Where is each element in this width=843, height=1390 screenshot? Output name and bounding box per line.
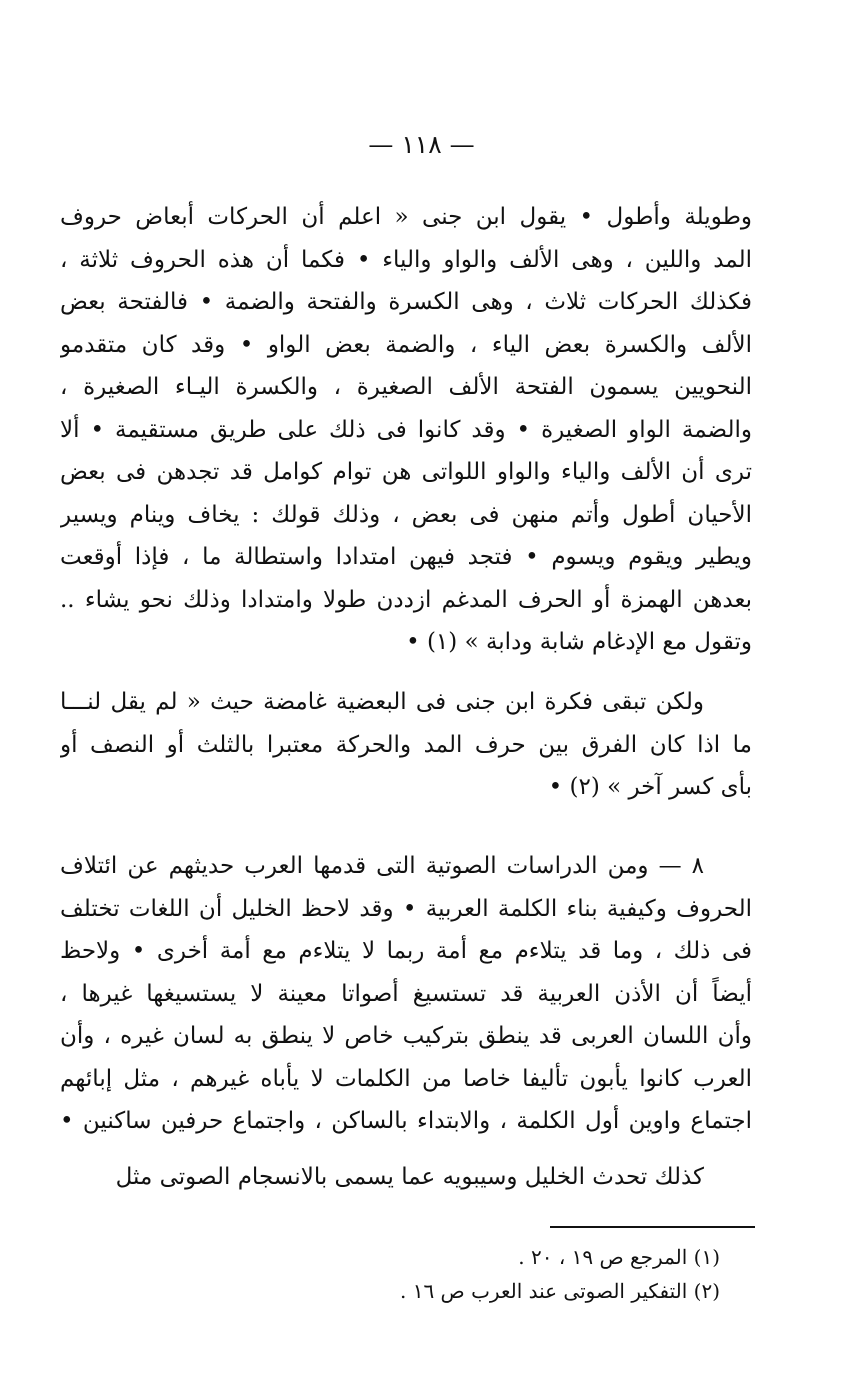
paragraph-line: العرب كانوا يأبون تأليفا خاصا من الكلمات لا يأباه غيرهم ، مثل إبائهم (60, 1065, 752, 1092)
footnote-separator (550, 1226, 755, 1228)
paragraph-3 (60, 845, 752, 1143)
paragraph-line: الحروف وكيفية بناء الكلمة العربية • وقد لاحظ الخليل أن اللغات تختلف (60, 895, 752, 922)
paragraph-line: ويطير ويقوم ويسوم • فتجد فيهن امتدادا واستطالة ما ، فإذا أوقعت (60, 544, 752, 570)
paragraph-line: الأحيان أطول وأتم منهن فى بعض ، وذلك قولك : يخاف وينام ويسير (60, 501, 752, 528)
paragraph-line: والضمة الواو الصغيرة • وقد كانوا فى ذلك على طريق مستقيمة • ألا (60, 416, 752, 443)
footnotes (300, 1240, 720, 1308)
paragraph-line: وطويلة وأطول • يقول ابن جنى « اعلم أن الحركات أبعاض حروف (60, 204, 752, 230)
paragraph-1 (60, 196, 752, 664)
paragraph-2 (60, 681, 752, 809)
paragraph-line: النحويين يسمون الفتحة الألف الصغيرة ، والكسرة اليـاء الصغيرة ، (60, 374, 752, 400)
paragraph-line: ما اذا كان الفرق بين حرف المد والحركة معتبرا بالثلث أو النصف أو (60, 731, 752, 758)
paragraph-line: ٨ — ومن الدراسات الصوتية التى قدمها العرب حديثهم عن ائتلاف (60, 853, 704, 879)
paragraph-line: فكذلك الحركات ثلاث ، وهى الكسرة والفتحة والضمة • فالفتحة بعض (60, 289, 752, 315)
paragraph-line: بعدهن الهمزة أو الحرف المدغم ازددن طولا وامتدادا وذلك نحو يشاء .. (60, 586, 752, 613)
paragraph-line: الألف والكسرة بعض الياء ، والضمة بعض الواو • وقد كان متقدمو (60, 331, 752, 358)
paragraph-line: بأى كسر آخر » (٢) • (548, 774, 752, 800)
paragraph-line: وأن اللسان العربى قد ينطق بتركيب خاص لا ينطق به لسان غيره ، وأن (60, 1023, 752, 1049)
paragraph-line: كذلك تحدث الخليل وسيبويه عما يسمى بالانسجام الصوتى مثل (115, 1164, 704, 1190)
paragraph-line: أيضاً أن الأذن العربية قد تستسيغ أصواتا معينة لا يستسيغها غيرها ، (60, 980, 752, 1007)
paragraph-line: ولكن تبقى فكرة ابن جنى فى البعضية غامضة حيث « لم يقل لنـــا (60, 689, 704, 715)
paragraph-4 (60, 1156, 752, 1199)
footnote-2: (٢) التفكير الصوتى عند العرب ص ١٦ . (399, 1279, 720, 1303)
paragraph-line: المد واللين ، وهى الألف والواو والياء • فكما أن هذه الحروف ثلاثة ، (60, 246, 752, 273)
paragraph-line: وتقول مع الإدغام شابة ودابة » (١) • (406, 629, 752, 655)
paragraph-line: فى ذلك ، وما قد يتلاءم مع أمة ربما لا يتلاءم مع أمة أخرى • ولاحظ (60, 938, 752, 964)
paragraph-line: ترى أن الألف والياء والواو اللواتى هن توام كوامل قد تجدهن فى بعض (60, 459, 752, 485)
footnote-1: (١) المرجع ص ١٩ ، ٢٠ . (518, 1245, 720, 1269)
paragraph-line: اجتماع واوين أول الكلمة ، والابتداء بالساكن ، واجتماع حرفين ساكنين • (60, 1108, 752, 1134)
page-number: — ١١٨ — (368, 130, 475, 159)
